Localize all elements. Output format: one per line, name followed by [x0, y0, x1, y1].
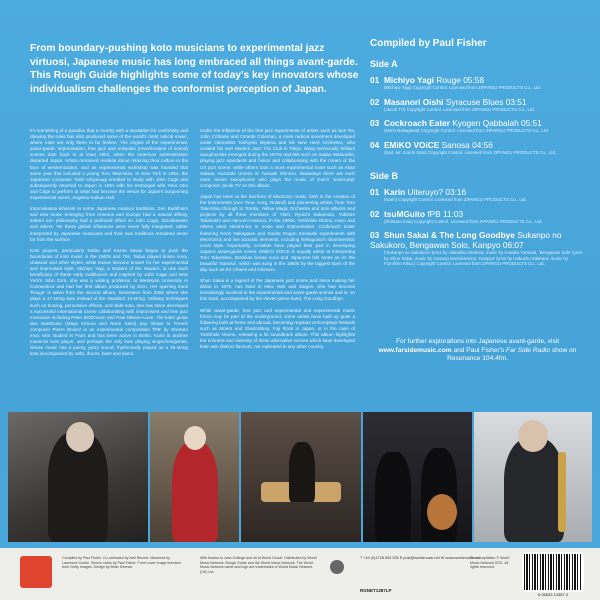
catalog-number: RGNET1387LP: [360, 588, 392, 593]
track-item[interactable]: [370, 230, 585, 267]
credits-text: Compiled by Paul Fisher. Co-ordinated by Neil Record. Mastered by Lawrence Cooke. Sleeve notes by Paul Fisher. Front cover image licensed from Getty Images. Design by Brian Keenan.: [62, 556, 181, 570]
track-number: 03: [370, 118, 380, 128]
side-b-tracks: [370, 187, 585, 267]
track-artist: Michiyo Yagi: [384, 75, 435, 85]
further-info: [370, 338, 585, 364]
track-item[interactable]: [370, 97, 585, 113]
track-time: 03:16: [445, 187, 467, 197]
photo-kimono: [150, 412, 240, 542]
copyright-text: The compilation © World Music Network 2021. All rights reserved.: [470, 556, 510, 570]
track-line: [370, 75, 585, 85]
further-line2: and Paul Fisher's: [453, 346, 505, 354]
guitar-shape: [427, 494, 457, 530]
track-title: Rouge: [436, 75, 461, 85]
track-number: 02: [370, 96, 380, 107]
track-title: Uiteruyo?: [407, 187, 444, 197]
face-shape: [66, 422, 94, 452]
track-credit: (Jacob TV) Copyright Control. Licensed from ZIPANGU PRODUCTS Co., Ltd.: [384, 106, 535, 112]
track-credit: (trad. arr. Koichi Sato) Copyright Control. Licensed from ZIPANGU PRODUCTS Co., Ltd.: [384, 149, 557, 155]
track-number: 04: [370, 139, 380, 150]
track-title: Kyogen Qabbalah: [452, 118, 519, 128]
track-item[interactable]: [370, 75, 585, 91]
track-number: 01: [370, 75, 380, 85]
radio-show: Far Side Radio: [506, 346, 551, 354]
saxophone-shape: [558, 452, 566, 532]
footer-panel: [0, 548, 600, 600]
track-time: 06:07: [502, 240, 524, 250]
compiled-by: Compiled by Paul Fisher: [370, 38, 487, 49]
track-line: [370, 187, 585, 197]
notes-column-b: [200, 128, 355, 355]
photo-koto-player: [8, 412, 148, 542]
notes-paragraph: It's something of a paradox that a country with a reputation for conformity and obeying the rules has also produced some of the world's most radical music, where rules are only there to be broken. The origins of the experimental, avant-garde, improvisation, free jazz and onkyokei (reverberation of sound) scenes date back to at least 1951, when the American administration departed Japan. Artists remained resolute about retaining their culture in the face of westernization, and an experimental workshop was founded that same year that included a young Toru Takemitsu. In New York in 1954, the Japanese composer Toshi Ichiyanagi enrolled to study with John Cage and subsequently returned to Japan in 1961 with his estranged wife Yoko Ono and Cage to perform at what had become the venue for Japan's burgeoning experimental scene, Sogetsu Kaikan Hall.: [30, 128, 188, 201]
track-number: 01: [370, 187, 380, 197]
notes-paragraph: Under the influence of the free jazz experiments of artists such as Sun Ra, John Coltrane and Ornette Coleman, a more radical movement developed under clarinettist Toshiyuki Miyama and his New Herd Orchestra, who created his own Modern Jazz Trio Club in Tokyo. Many technically brilliant saxophonists emerged during the 1970s and 80s such as Sadao Watanabe, playing jazz standards and fusion and collaborating with the cream of the US jazz scene, while others took a more experimental route such as Akira Sakata, Kazutoki Umezu or Yasuaki Shimizu. Nowadays there are such more recent saxophonist who plays the music of Dutch 'avant-pop' composer Jacob TV on this album.: [200, 128, 355, 188]
barcode-number: 6 05633 14387 3: [537, 592, 569, 597]
rough-guide-logo: [20, 556, 52, 588]
track-title: Sanosa: [441, 139, 470, 150]
track-time: 03:51: [505, 96, 527, 107]
face-shape: [184, 426, 206, 450]
track-line: [370, 97, 585, 107]
contact-address: T +44 (0)1728 833 925 E post@worldmusic.net W www.worldmusic.net: [360, 556, 480, 560]
side-a-heading: Side A: [370, 59, 398, 69]
notes-paragraph: Japan has been at the forefront of electronic music, both in the creation of the instruments (Ace Tone, Korg, Roland) and pioneering artists, from Toru Takemitsu through to Tomita, Yellow Magic Orchestra and solo albums and projects by all three members of YMO, Ryuichi Sakamoto, Yukihiro Takahashi and Haruomi Hosono. In the 1990s, Yoshihide Otomo, Haco and others used electronics in noise and improvisation. Cockroach Eater featuring Norio Nakagawa and Saufat Dogan Kinowaki experiments with electronics and live acoustic elements, including Nekagowa's shamisenistic vocal style. Importantly, vocalists have played their part in developing Japan's avant-garde scene. EMiKO VOiCE is equally adept at interpreting Toru Takemitsu, Brazilian bossa nova and Japanese folk tunes as on the beautiful 'Sanosa', which was sung in the 1950s by the biggest stars of the day such as Eri Chiemi and Ichimaru.: [200, 193, 355, 273]
track-time: 11:03: [443, 208, 464, 219]
track-artist: Masanori Oishi: [384, 96, 444, 107]
track-item[interactable]: [370, 118, 585, 134]
track-time: 05:58: [463, 75, 484, 85]
tracklist: [370, 38, 585, 273]
track-artist: EMiKO VOiCE: [384, 139, 440, 150]
track-number: 03: [370, 230, 380, 240]
track-title: fPB: [427, 208, 441, 219]
photo-guitar-duo: [363, 412, 473, 542]
notes-paragraph: Shun Sakai is a legend of the Japanese jazz scene and since making her debut in 1976, has lived in New York and Saigon. She has become increasingly involved in the experimental and avant-garde scenes and is, on this track, accompanied by the eleven-piece band, The Long Goodbye.: [200, 278, 355, 302]
track-credit: (Michiyo Yagi) Copyright Control. Licensed from ZIPANGU PRODUCTS Co., Ltd.: [384, 85, 541, 90]
track-time: 05:51: [521, 118, 542, 128]
track-line: [370, 118, 585, 128]
track-credit: ('Sukanpo no Sakukoro' lyrics by Hakushu Kitahara, music by Kosaku Yamada. 'Bengawan Solo' lyrics by Shun Sakai, music by Gesang Martohartono. 'Kanpyo' lyrics by Hakushu Kitahara, music by Fumihiko Kikui.) Copyright Control. Licensed from ZIPANGU PRODUCTS Co., Ltd.: [384, 250, 583, 266]
track-time: 04:56: [472, 139, 493, 150]
track-artist: Karin: [384, 187, 406, 197]
photo-strip: [8, 412, 592, 542]
photo-saxophonist: [474, 412, 592, 542]
figure-silhouette: [289, 442, 315, 502]
track-number: 02: [370, 208, 380, 219]
further-line1: For further explorations into Japanese avant-garde, visit: [395, 338, 560, 345]
track-item[interactable]: [370, 209, 585, 225]
track-title: Syracuse Blues: [445, 96, 504, 107]
photo-koto-hall: [241, 412, 361, 542]
track-item[interactable]: [370, 187, 585, 203]
wmn-logo: [330, 560, 344, 574]
track-title: Sukanpo no Sakukoro, Bengawan Solo, Kanpyo: [370, 230, 562, 250]
notes-column-a: [30, 128, 188, 362]
barcode: [522, 552, 584, 592]
figure-silhouette: [375, 452, 411, 542]
track-credit: (Karin) Copyright Control. Licensed from ZIPANGU PRODUCTS Co., Ltd.: [384, 197, 527, 202]
track-line: [370, 230, 585, 250]
notes-paragraph: Koto players, particularly Tadao and Kazue Sawai began to push the boundaries of koto music in the 1960s and 70s. Tadao played bossa nova, classical and other styles, while Kazue became known for her experimental and improvised style. Michiyo Yagi, a student of the Sawai's, is one such beneficiary of these early trailblazers and inspired by John Cage and New York's John Zorn, she was a visiting professor at Wesleyan University in Connecticut and had her first album produced by Zorn. Her opening track 'Rouge' is taken from the second album, Seventeen from 2000 where she plays a 17-string koto instead of the standard 13-string. Utilising techniques such as bowing, percussive effects, and slide koto, she has since developed a successful international career collaborating with improvisers and free jazz musicians including Peter Brötzmann and Paal Nilssen-Love. The koto/ guitar duo tsuMGuito (Maya Kimura and Nene Satoi) pay tribute to French composer Pierre Boulez in an experimental composition 'fPB' by Shintaro Imai, who studied in Paris and has been active in Berlin. Karin is another maverick koto player, and perhaps the only koto playing singer/songwriter, whose music has a jaunty, jazzy sound, rhythmically played on a 25-string koto accompanied by cello, drums, bass and piano.: [30, 247, 188, 357]
track-artist: tsuMGuito: [384, 208, 426, 219]
track-item[interactable]: [370, 140, 585, 156]
side-b-heading: Side B: [370, 171, 399, 181]
website-link[interactable]: www.farsidemusic.com: [378, 346, 452, 354]
notes-paragraph: While avant-garde, free jazz and experimental and experimental music forms may be part of the underground, some artists have built up quite a following both at home and abroad, becoming regulars at European festivals such as Moers and Glastonbury, Fuji Rock in Japan, or in the case of Yoshihide Otomo, releasing a hit soundtrack album. This album highlights the richness and diversity of these alternative scenes which have developed their own distinct flavours, not replicated in any other country.: [200, 307, 356, 350]
track-credit: (Shintaro Imai) Copyright Control. Licensed from ZIPANGU PRODUCTS Co., Ltd.: [384, 218, 543, 224]
further-line3: show on Resonance 104.4fm.: [447, 346, 577, 363]
distribution-text: With thanks to John Sollings and all at World Circuit. Distributed by World Music Network. Rough Guide and the World Music Network. The World Music Network name and logo are trademarks of World Music Network (UK) Ltd.: [200, 556, 317, 574]
notes-paragraph: Improvisation-inherent in some Japanese musical traditions, Zen Buddhism and new music emerging from America and Europe had a natural affinity, indeed Zen philosophy had a profound effect on John Cage, Stockhausen and others. Yet these global influences were never fully integrated, rather interpreted by Japanese musicians and their own traditions remained never far from the surface.: [30, 206, 188, 242]
intro-text: From boundary-pushing koto musicians to experimental jazz virtuosi, Japanese music has long embraced all things avant-garde. This Rough Guide highlights some of today's key innovators whose individualism challenges the conformist perception of Japan.: [30, 43, 359, 95]
track-line: [370, 140, 585, 150]
track-artist: Cockroach Eater: [384, 118, 450, 128]
track-line: [370, 209, 585, 219]
track-credit: (Norio Nakagawa) Copyright Control. Licensed from ZIPANGU PRODUCTS Co., Ltd.: [384, 128, 549, 133]
side-a-tracks: [370, 75, 585, 155]
track-artist: Shun Sakai & The Long Goodbye: [384, 230, 515, 240]
kimono-shape: [172, 442, 218, 542]
figure-silhouette: [504, 438, 564, 542]
